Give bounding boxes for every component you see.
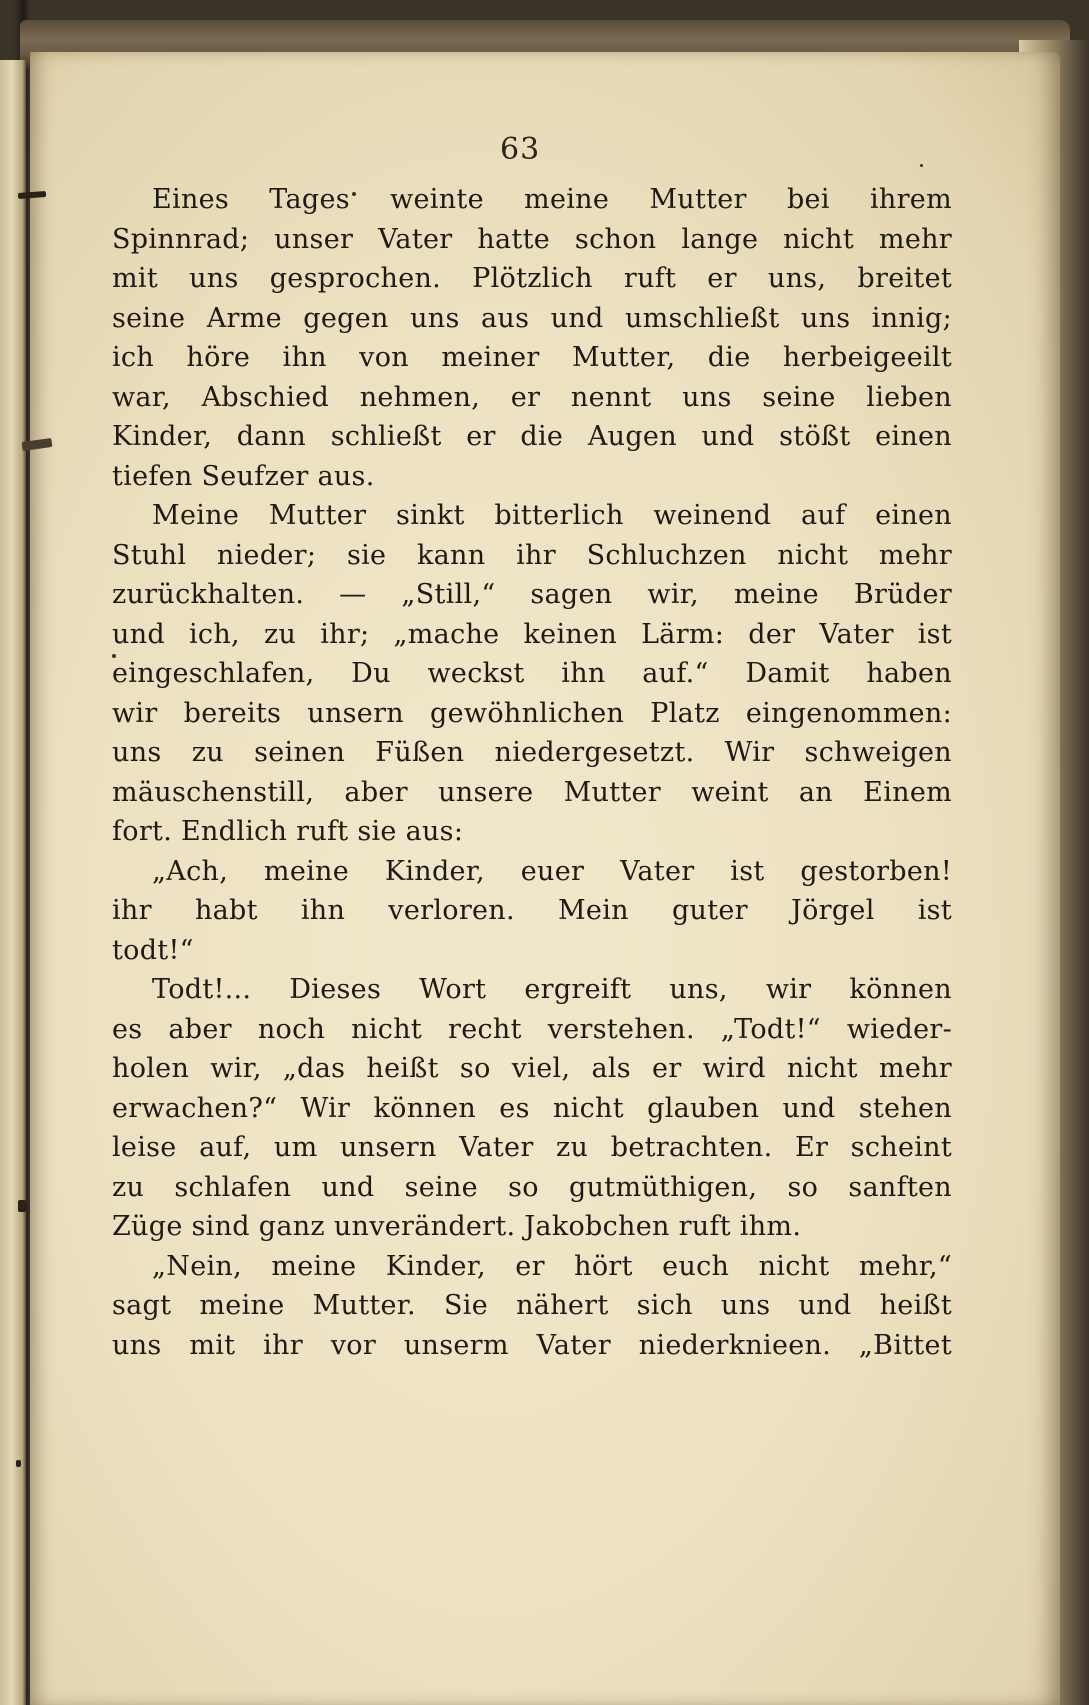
- text-line: uns zu seinen Füßen niedergesetzt. Wir schweigen: [112, 737, 952, 768]
- text-line: Kinder, dann schließt er die Augen und stößt einen: [112, 421, 952, 452]
- text-line: mäuschenstill, aber unsere Mutter weint an Einem: [112, 776, 952, 808]
- text-line: zurückhalten. — „Still,“ sagen wir, meine Brüder: [112, 579, 952, 610]
- text-line: Meine Mutter sinkt bitterlich weinend auf einen: [152, 500, 952, 531]
- text-line: sagt meine Mutter. Sie nähert sich uns und heißt: [112, 1290, 952, 1321]
- text-line: „Nein, meine Kinder, er hört euch nicht mehr,“: [152, 1250, 952, 1282]
- text-line: tiefen Seufzer aus.: [112, 460, 375, 492]
- page-number: 63: [500, 132, 541, 167]
- text-line: wir bereits unsern gewöhnlichen Platz eingenommen:: [112, 697, 952, 729]
- margin-mark: [18, 1200, 26, 1212]
- ink-speck: [920, 164, 923, 167]
- text-line: seine Arme gegen uns aus und umschließt uns innig;: [112, 302, 952, 334]
- text-line: erwachen?“ Wir können es nicht glauben und stehen: [112, 1092, 952, 1124]
- text-line: holen wir, „das heißt so viel, als er wird nicht mehr: [112, 1053, 952, 1084]
- margin-mark: [16, 1460, 21, 1467]
- text-line: eingeschlafen, Du weckst ihn auf.“ Damit haben: [112, 658, 952, 689]
- text-line: uns mit ihr vor unserm Vater niederknieen. „Bittet: [112, 1329, 952, 1361]
- text-line: Spinnrad; unser Vater hatte schon lange nicht mehr: [112, 223, 952, 255]
- text-line: war, Abschied nehmen, er nennt uns seine lieben: [112, 381, 952, 413]
- text-line: zu schlafen und seine so gutmüthigen, so sanften: [112, 1171, 952, 1203]
- text-line: ihr habt ihn verloren. Mein guter Jörgel ist: [112, 895, 952, 926]
- text-line: und ich, zu ihr; „mache keinen Lärm: der Vater ist: [112, 618, 952, 650]
- text-line: mit uns gesprochen. Plötzlich ruft er uns, breitet: [112, 263, 952, 294]
- text-line: fort. Endlich ruft sie aus:: [112, 816, 464, 847]
- text-line: Stuhl nieder; sie kann ihr Schluchzen nicht mehr: [112, 539, 952, 571]
- text-line: leise auf, um unsern Vater zu betrachten. Er scheint: [112, 1132, 952, 1163]
- text-line: Eines Tages weinte meine Mutter bei ihrem: [152, 184, 952, 215]
- book-page: [30, 52, 1060, 1705]
- text-line: ich höre ihn von meiner Mutter, die herbeigeeilt: [112, 342, 952, 373]
- text-line: es aber noch nicht recht verstehen. „Todt!“ wieder-: [112, 1013, 952, 1045]
- previous-page-edge: [0, 60, 26, 1705]
- body-text: [112, 180, 952, 1365]
- text-line: todt!“: [112, 934, 194, 966]
- text-line: Todt!... Dieses Wort ergreift uns, wir können: [152, 974, 952, 1005]
- text-line: Züge sind ganz unverändert. Jakobchen ruft ihm.: [112, 1211, 802, 1242]
- text-line: „Ach, meine Kinder, euer Vater ist gestorben!: [152, 855, 952, 887]
